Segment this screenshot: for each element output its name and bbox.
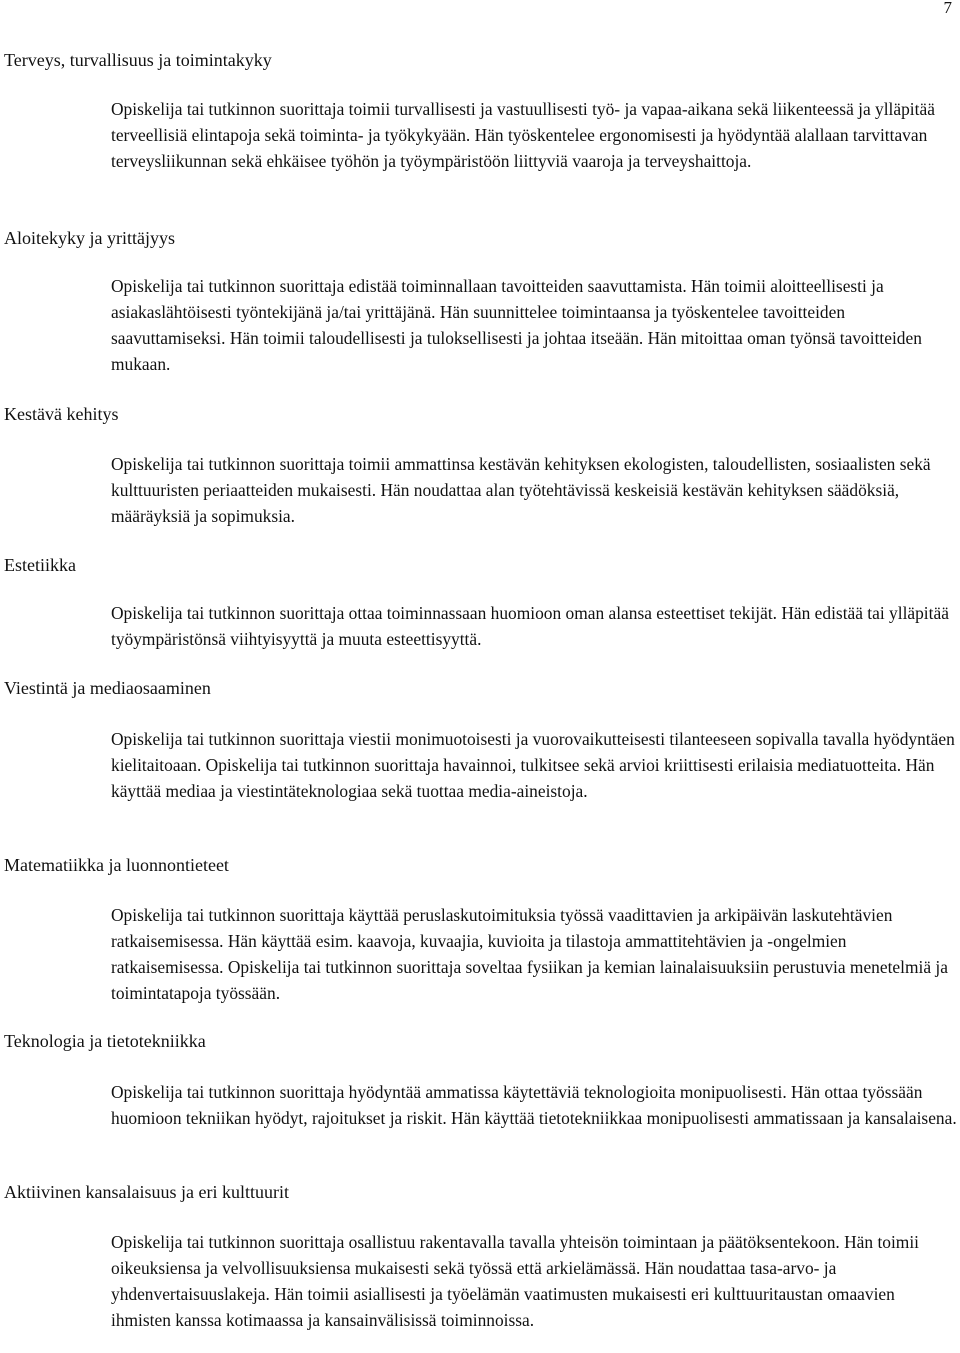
section-heading-health-safety: Terveys, turvallisuus ja toimintakyky [4, 50, 272, 70]
section-heading-aesthetics: Estetiikka [4, 555, 76, 575]
page-number: 7 [943, 0, 952, 17]
section-heading-sustainable-development: Kestävä kehitys [4, 404, 119, 424]
section-text-communication-media: Opiskelija tai tutkinnon suorittaja viestii monimuotoisesti ja vuorovaikutteisesti tilanteeseen sopivalla tavalla hyödyntäen kielitaitoaan. Opiskelija tai tutkinnon suorittaja havainnoi, tulkitsee sekä arvioi kriittisesti erilaisia mediatuotteita. Hän käyttää mediaa ja viestintäteknologiaa sekä tuottaa media-aineistoja. [111, 729, 955, 801]
section-text-citizenship-cultures: Opiskelija tai tutkinnon suorittaja osallistuu rakentavalla tavalla yhteisön toimintaan ja päätöksentekoon. Hän toimii oikeuksiensa ja velvollisuuksiensa mukaisesti sekä työssä että arkielämässä. Hän noudattaa tasa-arvo- ja yhdenvertaisuuslakeja. Hän toimii asiallisesti ja työelämän vaatimusten mukaisesti eri kulttuuritaustan omaavien ihmisten kanssa kotimaassa ja kansainvälisissä toiminnoissa. [111, 1232, 919, 1330]
section-text-technology-it: Opiskelija tai tutkinnon suorittaja hyödyntää ammatissa käytettäviä teknologioita monipuolisesti. Hän ottaa työssään huomioon tekniikan hyödyt, rajoitukset ja riskit. Hän käyttää tietotekniikkaa monipuolisesti ammatissaan ja kansalaisena. [111, 1082, 957, 1128]
section-heading-mathematics-science: Matematiikka ja luonnontieteet [4, 855, 229, 875]
section-heading-communication-media: Viestintä ja mediaosaaminen [4, 678, 211, 698]
section-text-sustainable-development: Opiskelija tai tutkinnon suorittaja toimii ammattinsa kestävän kehityksen ekologisten, taloudellisten, sosiaalisten sekä kulttuuristen periaatteiden mukaisesti. Hän noudattaa alan työtehtävissä keskeisiä kestävän kehityksen säädöksiä, määräyksiä ja sopimuksia. [111, 454, 931, 526]
section-heading-technology-it: Teknologia ja tietotekniikka [4, 1031, 206, 1051]
section-heading-citizenship-cultures: Aktiivinen kansalaisuus ja eri kulttuurit [4, 1182, 289, 1202]
section-text-mathematics-science: Opiskelija tai tutkinnon suorittaja käyttää peruslaskutoimituksia työssä vaadittavien ja arkipäivän laskutehtävien ratkaisemisessa. Hän käyttää esim. kaavoja, kuvaajia, kuvioita ja tilastoja ammattitehtävien ja -ongelmien ratkaisemisessa. Opiskelija tai tutkinnon suorittaja soveltaa fysiikan ja kemian lainalaisuuksiin perustuvia menetelmiä ja toimintatapoja työssään. [111, 905, 948, 1003]
section-heading-initiative-entrepreneurship: Aloitekyky ja yrittäjyys [4, 228, 175, 248]
section-text-aesthetics: Opiskelija tai tutkinnon suorittaja ottaa toiminnassaan huomioon oman alansa esteettiset tekijät. Hän edistää tai ylläpitää työympäristönsä viihtyisyyttä ja muuta esteettisyyttä. [111, 603, 949, 649]
section-text-initiative-entrepreneurship: Opiskelija tai tutkinnon suorittaja edistää toiminnallaan tavoitteiden saavuttamista. Hän toimii aloitteellisesti ja asiakaslähtöisesti työntekijänä ja/tai yrittäjänä. Hän suunnittelee toimintaansa ja työskentelee tavoitteiden saavuttamiseksi. Hän toimii taloudellisesti ja tuloksellisesti ja johtaa itseään. Hän mitoittaa oman työnsä tavoitteiden mukaan. [111, 276, 922, 374]
section-text-health-safety: Opiskelija tai tutkinnon suorittaja toimii turvallisesti ja vastuullisesti työ- ja vapaa-aikana sekä liikenteessä ja ylläpitää terveellisiä elintapoja sekä toiminta- ja työkykyään. Hän työskentelee ergonomisesti ja hyödyntää alallaan tarvittavan terveysliikunnan sekä ehkäisee työhön ja työympäristöön liittyviä vaaroja ja terveyshaittoja. [111, 99, 935, 171]
